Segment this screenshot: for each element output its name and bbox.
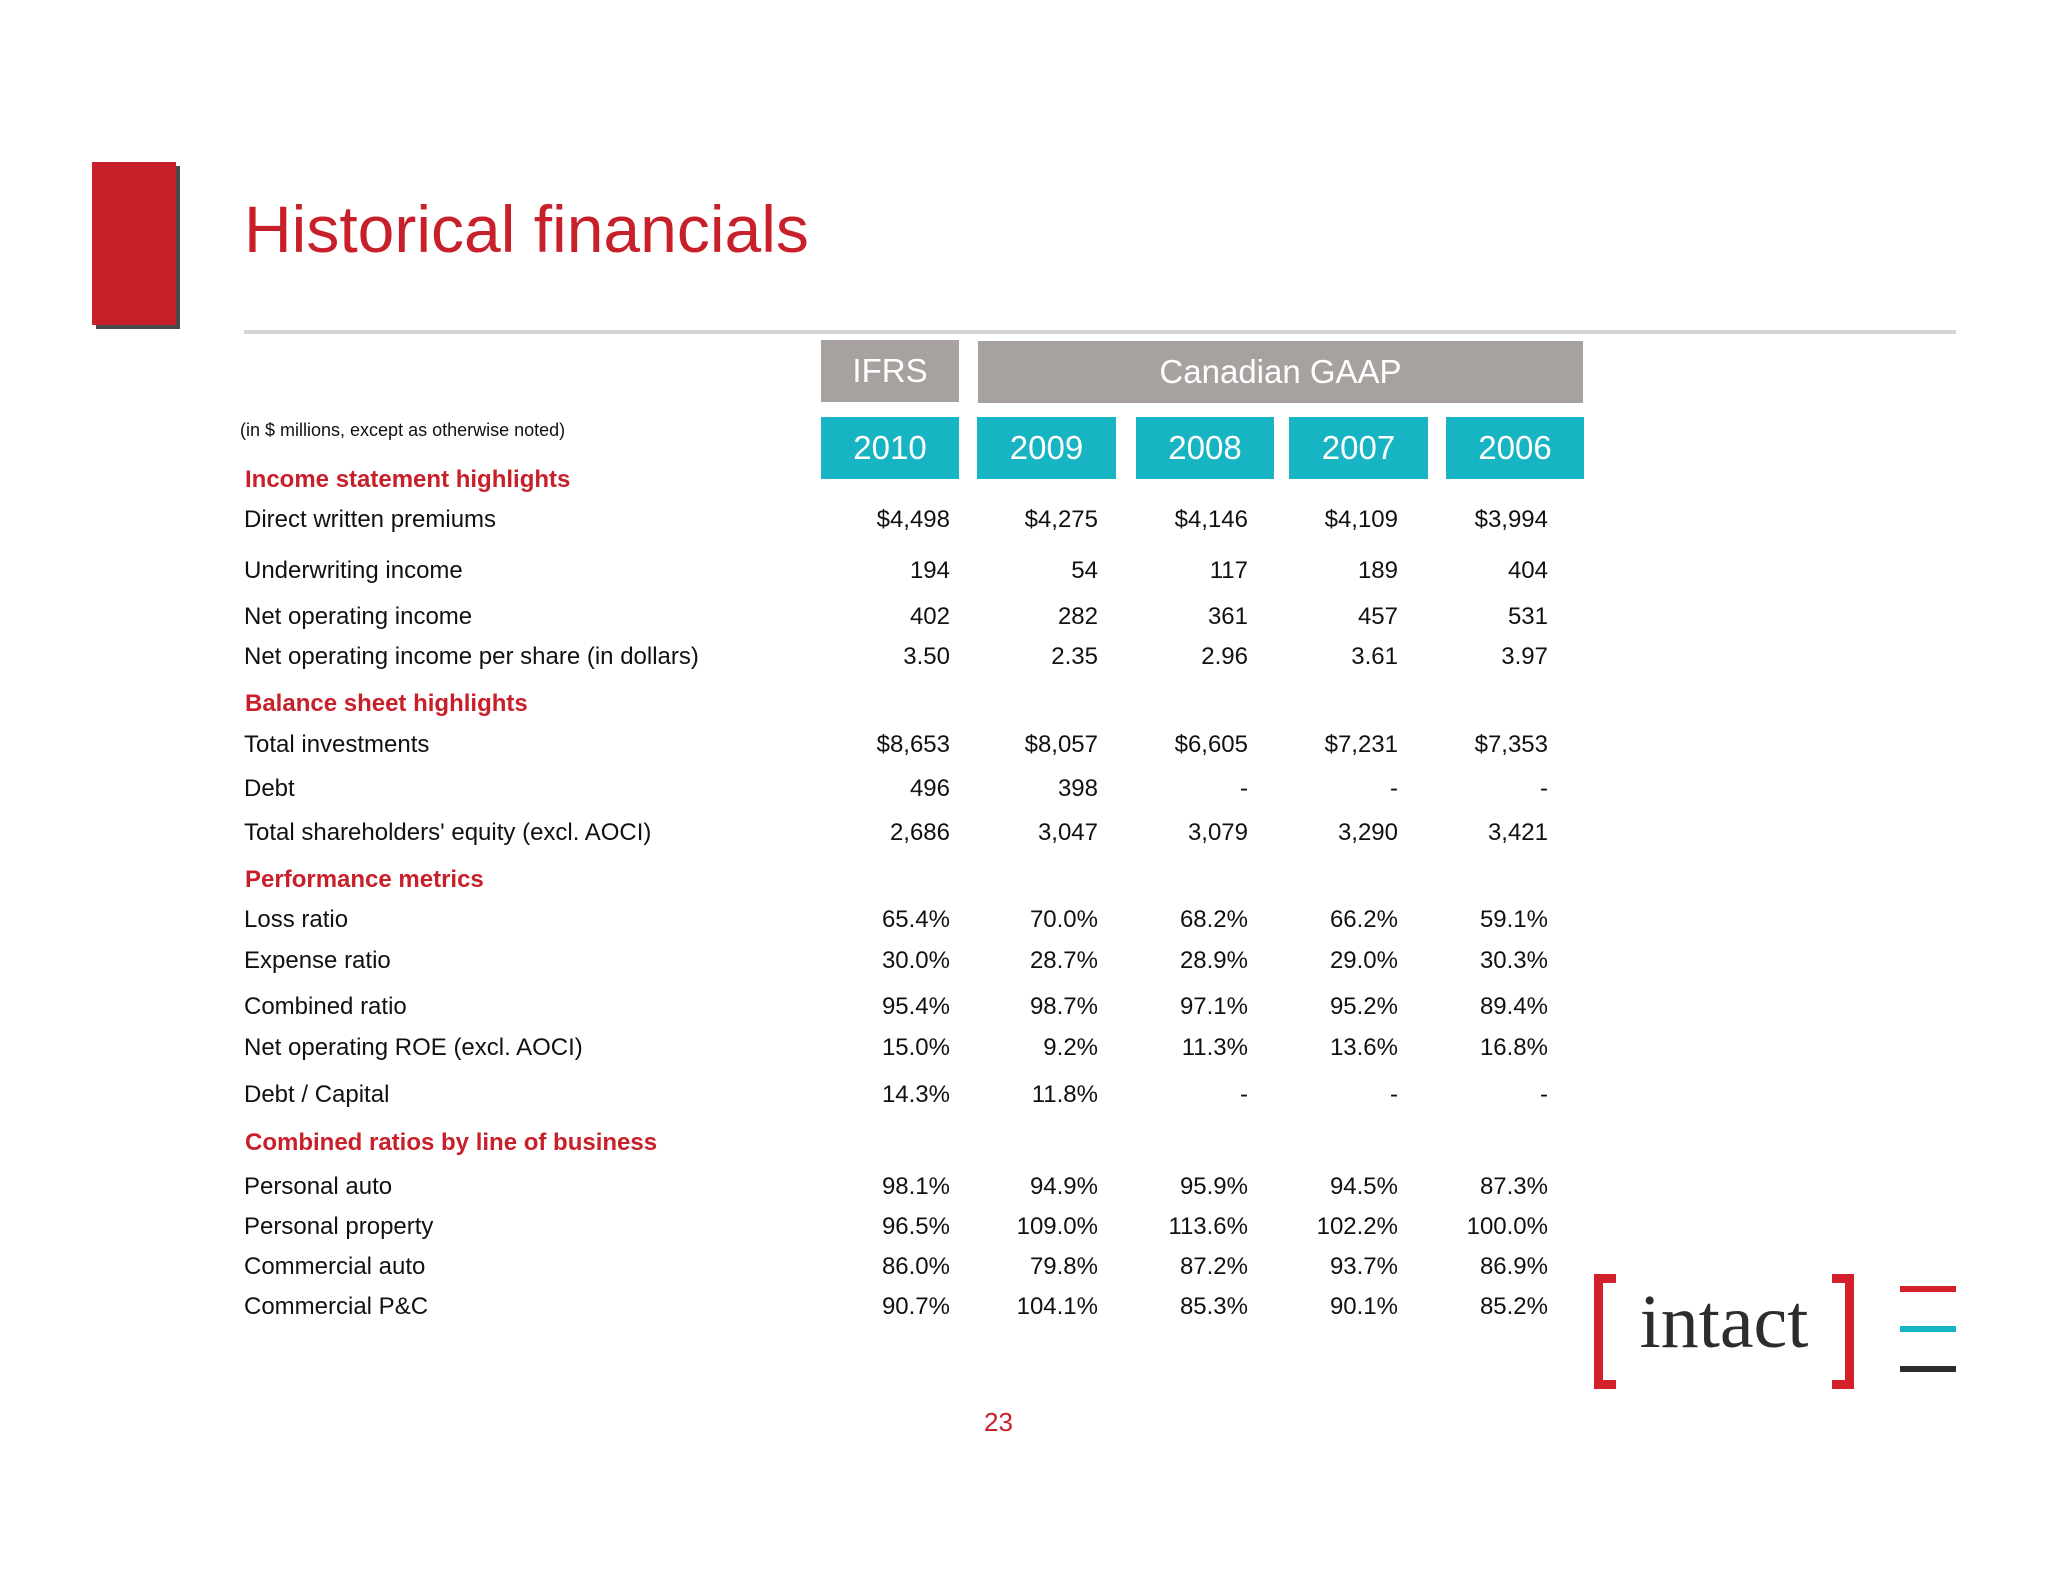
table-cell-2007: 94.5%: [1329, 1173, 1398, 1200]
table-cell-2007: 102.2%: [1316, 1213, 1398, 1240]
table-cell-2007: 29.0%: [1329, 947, 1398, 974]
logo-left-bracket: [1594, 1274, 1616, 1389]
table-cell-2007: $4,109: [1324, 506, 1398, 533]
table-cell-2009: 104.1%: [1016, 1293, 1098, 1320]
title-divider: [244, 330, 1956, 334]
table-cell-2008: -: [1240, 775, 1248, 802]
table-cell-2009: 28.7%: [1029, 947, 1098, 974]
row-label-direct-written-premiums: Direct written premiums: [244, 506, 497, 533]
table-cell-2007: 90.1%: [1329, 1293, 1398, 1320]
section-title-income-statement-highlights: Income statement highlights: [245, 466, 571, 493]
table-cell-2006: 100.0%: [1466, 1213, 1548, 1240]
table-cell-2009: 282: [1057, 603, 1098, 630]
table-cell-2010: 30.0%: [881, 947, 950, 974]
table-cell-2008: $4,146: [1174, 506, 1248, 533]
table-cell-2006: 89.4%: [1479, 993, 1548, 1020]
table-cell-2007: 93.7%: [1329, 1253, 1398, 1280]
table-cell-2006: -: [1540, 775, 1548, 802]
table-cell-2006: 59.1%: [1479, 906, 1548, 933]
year-header-2006: 2006: [1446, 417, 1584, 479]
row-label-personal-property: Personal property: [244, 1213, 434, 1240]
logo-wordmark: intact: [1639, 1280, 1809, 1364]
row-label-underwriting-income: Underwriting income: [244, 557, 463, 584]
table-cell-2009: 70.0%: [1029, 906, 1098, 933]
table-cell-2009: 3,047: [1037, 819, 1098, 846]
dark-stripe: [1900, 1366, 1956, 1372]
logo-right-bracket: [1832, 1274, 1854, 1389]
table-cell-2010: 98.1%: [881, 1173, 950, 1200]
table-cell-2006: 86.9%: [1479, 1253, 1548, 1280]
table-cell-2010: 3.50: [903, 643, 950, 670]
table-cell-2008: $6,605: [1174, 731, 1248, 758]
table-cell-2007: 95.2%: [1329, 993, 1398, 1020]
row-label-debt: Debt: [244, 775, 295, 802]
row-label-net-operating-income: Net operating income: [244, 603, 473, 630]
table-cell-2009: 398: [1057, 775, 1098, 802]
row-label-debt-capital: Debt / Capital: [244, 1081, 390, 1108]
row-label-expense-ratio: Expense ratio: [244, 947, 391, 974]
table-cell-2006: -: [1540, 1081, 1548, 1108]
table-cell-2007: -: [1390, 775, 1398, 802]
table-cell-2008: 117: [1209, 557, 1248, 584]
units-note: (in $ millions, except as otherwise noted): [240, 420, 566, 440]
table-cell-2007: 457: [1357, 603, 1398, 630]
teal-stripe: [1900, 1326, 1956, 1332]
table-cell-2009: $4,275: [1024, 506, 1098, 533]
row-label-net-operating-roe-excl-aoci: Net operating ROE (excl. AOCI): [244, 1034, 583, 1061]
row-label-combined-ratio: Combined ratio: [244, 993, 407, 1020]
page-title: Historical financials: [244, 192, 809, 266]
table-cell-2009: 54: [1071, 557, 1098, 584]
table-cell-2007: 189: [1357, 557, 1398, 584]
table-cell-2010: 14.3%: [881, 1081, 950, 1108]
table-cell-2008: 113.6%: [1168, 1213, 1248, 1240]
table-cell-2010: 194: [909, 557, 950, 584]
row-label-commercial-auto: Commercial auto: [244, 1253, 426, 1280]
page-number: 23: [984, 1407, 1013, 1437]
year-header-2008: 2008: [1136, 417, 1274, 479]
table-cell-2006: 3.97: [1501, 643, 1548, 670]
table-cell-2010: 65.4%: [881, 906, 950, 933]
row-label-total-investments: Total investments: [244, 731, 430, 758]
table-cell-2007: 3,290: [1337, 819, 1398, 846]
table-cell-2008: 3,079: [1187, 819, 1248, 846]
row-label-net-operating-income-per-share-in-dollars: Net operating income per share (in dollars): [244, 643, 699, 670]
table-cell-2006: 30.3%: [1479, 947, 1548, 974]
table-cell-2010: 15.0%: [881, 1034, 950, 1061]
table-cell-2006: $7,353: [1474, 731, 1548, 758]
year-header-2010: 2010: [821, 417, 959, 479]
table-cell-2010: 96.5%: [881, 1213, 950, 1240]
table-cell-2010: 496: [909, 775, 950, 802]
table-cell-2010: 2,686: [889, 819, 950, 846]
table-cell-2009: 2.35: [1051, 643, 1098, 670]
table-cell-2007: 3.61: [1351, 643, 1398, 670]
table-cell-2008: 11.3%: [1181, 1034, 1248, 1061]
table-cell-2008: 68.2%: [1179, 906, 1248, 933]
section-title-combined-ratios-by-line-of-business: Combined ratios by line of business: [245, 1129, 658, 1156]
section-title-performance-metrics: Performance metrics: [245, 866, 484, 893]
table-cell-2006: 87.3%: [1479, 1173, 1548, 1200]
table-cell-2010: 90.7%: [881, 1293, 950, 1320]
row-label-commercial-p-c: Commercial P&C: [244, 1293, 429, 1320]
accent-bar: [92, 162, 176, 325]
table-cell-2009: 11.8%: [1031, 1081, 1098, 1108]
table-cell-2007: 66.2%: [1329, 906, 1398, 933]
table-cell-2006: 531: [1507, 603, 1548, 630]
table-cell-2009: 9.2%: [1043, 1034, 1098, 1061]
table-cell-2009: $8,057: [1024, 731, 1098, 758]
table-cell-2008: 97.1%: [1179, 993, 1248, 1020]
table-cell-2007: -: [1390, 1081, 1398, 1108]
table-cell-2009: 109.0%: [1016, 1213, 1098, 1240]
table-cell-2008: 87.2%: [1179, 1253, 1248, 1280]
table-cell-2009: 98.7%: [1029, 993, 1098, 1020]
year-header-2009: 2009: [977, 417, 1116, 479]
table-cell-2010: 402: [909, 603, 950, 630]
table-cell-2010: 86.0%: [881, 1253, 950, 1280]
ifrs-header: IFRS: [821, 340, 959, 402]
table-cell-2010: $8,653: [876, 731, 950, 758]
row-label-total-shareholders-equity-excl-aoci: Total shareholders' equity (excl. AOCI): [244, 819, 652, 846]
table-cell-2009: 94.9%: [1029, 1173, 1098, 1200]
intact-logo: [1594, 1274, 1854, 1389]
table-cell-2008: 85.3%: [1179, 1293, 1248, 1320]
red-stripe: [1900, 1286, 1956, 1292]
row-label-personal-auto: Personal auto: [244, 1173, 393, 1200]
table-cell-2008: 28.9%: [1179, 947, 1248, 974]
table-cell-2006: 404: [1507, 557, 1548, 584]
table-cell-2006: 3,421: [1487, 819, 1548, 846]
table-cell-2008: 2.96: [1201, 643, 1248, 670]
year-header-2007: 2007: [1289, 417, 1428, 479]
table-cell-2008: 95.9%: [1179, 1173, 1248, 1200]
row-label-loss-ratio: Loss ratio: [244, 906, 349, 933]
table-cell-2010: $4,498: [876, 506, 950, 533]
table-cell-2006: 85.2%: [1479, 1293, 1548, 1320]
table-cell-2007: 13.6%: [1329, 1034, 1398, 1061]
section-title-balance-sheet-highlights: Balance sheet highlights: [245, 690, 528, 717]
table-cell-2006: $3,994: [1474, 506, 1548, 533]
table-cell-2006: 16.8%: [1479, 1034, 1548, 1061]
canadian-gaap-header: Canadian GAAP: [978, 341, 1583, 403]
table-cell-2008: -: [1240, 1081, 1248, 1108]
table-cell-2009: 79.8%: [1029, 1253, 1098, 1280]
table-cell-2007: $7,231: [1324, 731, 1398, 758]
table-cell-2008: 361: [1207, 603, 1248, 630]
table-cell-2010: 95.4%: [881, 993, 950, 1020]
